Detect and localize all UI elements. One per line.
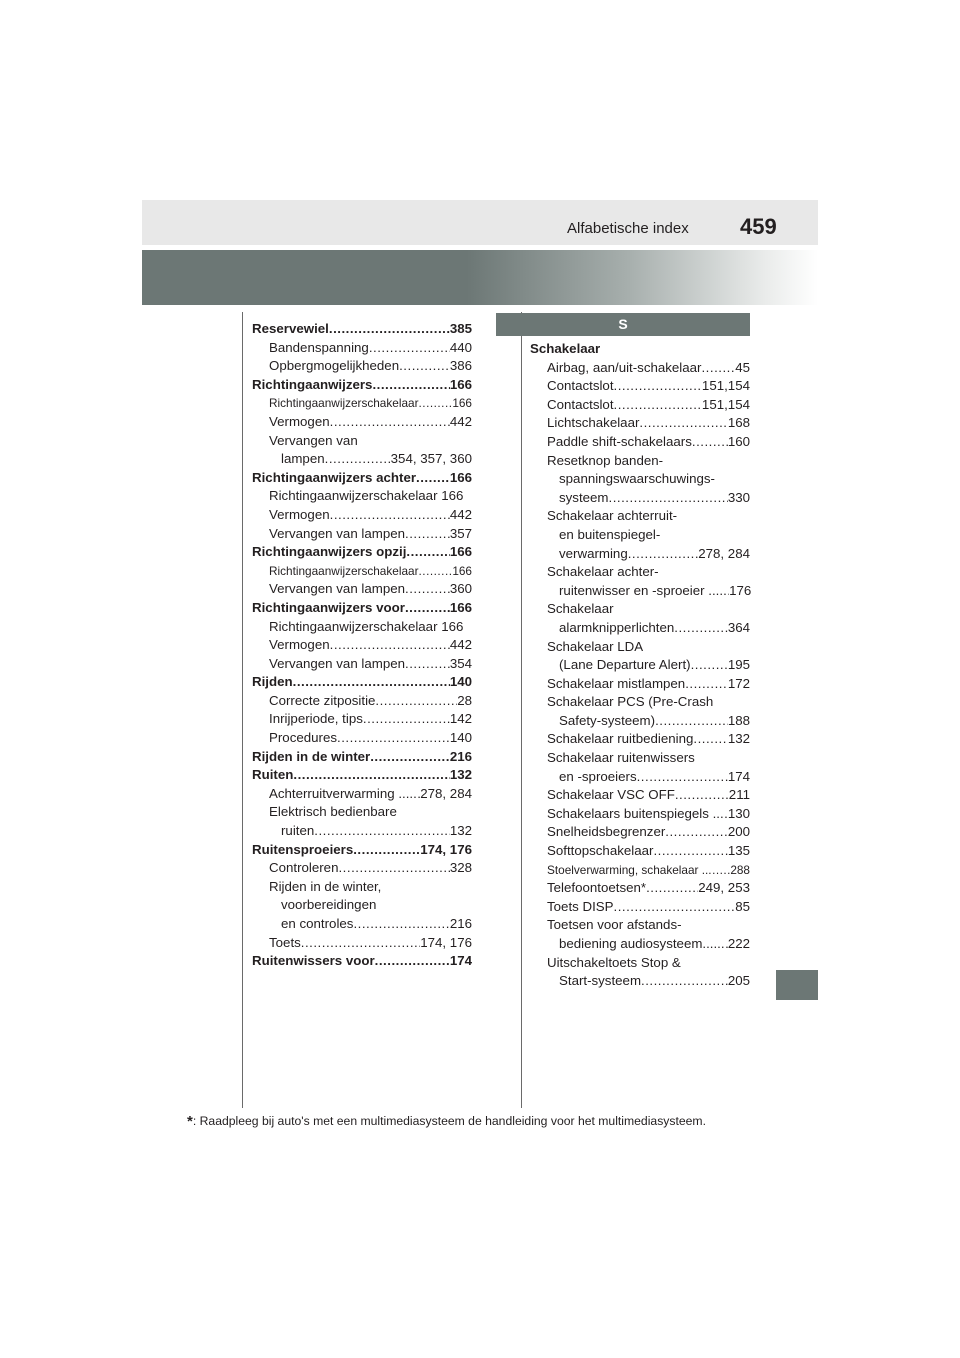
index-entry-page: 174, 176 xyxy=(420,934,472,950)
index-entry xyxy=(252,357,472,376)
index-entry xyxy=(252,394,472,413)
index-entry-page: 278, 284 xyxy=(420,785,472,801)
index-entry xyxy=(252,748,472,767)
index-entry-page: 142 xyxy=(449,711,472,727)
index-entry-page: 132 xyxy=(449,823,472,839)
index-entry-leader xyxy=(370,748,450,767)
index-entry-leader xyxy=(405,525,450,544)
index-entry-leader xyxy=(293,673,450,692)
index-entry-term: spanningswaarschuwings- xyxy=(559,471,715,487)
footnote-text: : Raadpleeg bij auto's met een multimediasysteem de handleiding voor het multimediasysteem. xyxy=(192,1114,706,1128)
index-entry xyxy=(252,599,472,618)
index-entry-page: 354, 357, 360 xyxy=(390,451,472,467)
index-entry-term: Stoelverwarming, schakelaar .. xyxy=(547,862,709,877)
index-entry-leader xyxy=(338,859,449,878)
index-entry-page: 364 xyxy=(727,619,750,635)
index-entry xyxy=(530,879,750,898)
index-entry-term: Rijden in de winter, xyxy=(269,878,382,894)
index-entry xyxy=(530,842,750,861)
section-title: Alfabetische index xyxy=(567,220,689,237)
index-entry-leader xyxy=(685,675,728,694)
index-entry xyxy=(530,452,750,471)
index-entry-term: Rijden xyxy=(252,674,293,690)
index-entry-leader xyxy=(406,543,449,562)
index-entry-term: Telefoontoetsen* xyxy=(547,880,647,896)
index-entry-term: Lichtschakelaar xyxy=(547,415,640,431)
index-entry-page: 330 xyxy=(727,489,750,505)
index-entry xyxy=(530,414,750,433)
index-entry-term: Procedures xyxy=(269,730,337,746)
index-entry-leader xyxy=(399,357,450,376)
index-entry-term: Schakelaar xyxy=(530,341,601,356)
index-entry xyxy=(530,693,750,712)
column-divider-left xyxy=(242,312,243,1108)
index-entry-term: Softtopschakelaar xyxy=(547,843,654,859)
index-entry xyxy=(530,675,750,694)
index-entry-leader xyxy=(692,433,728,452)
index-entry xyxy=(530,749,750,768)
index-entry-page: 168 xyxy=(727,415,750,431)
index-entry xyxy=(252,859,472,878)
index-entry xyxy=(252,580,472,599)
index-entry-term: Uitschakeltoets Stop & xyxy=(547,954,681,970)
index-entry-page: 249, 253 xyxy=(698,880,750,896)
index-entry-term: Schakelaar achterruit- xyxy=(547,508,678,524)
index-entry-leader xyxy=(301,934,420,953)
index-entry xyxy=(530,600,750,619)
index-entry-leader xyxy=(693,730,727,749)
index-entry-term: verwarming xyxy=(559,545,628,561)
index-entry xyxy=(530,545,750,564)
index-entry-page: 85 xyxy=(735,898,750,914)
index-entry-leader xyxy=(674,619,728,638)
index-entry-page: 195 xyxy=(727,657,750,673)
index-entry-page: 166 xyxy=(449,469,472,485)
index-entry-page: 442 xyxy=(449,637,472,653)
index-entry xyxy=(530,656,750,675)
index-entry-page: 166 xyxy=(449,599,472,615)
index-entry xyxy=(252,729,472,748)
index-entry-leader xyxy=(655,712,728,731)
index-entry-leader xyxy=(419,562,453,581)
index-entry-page: 288 xyxy=(730,862,750,877)
index-entry-page: 140 xyxy=(449,730,472,746)
index-entry-page: 174 xyxy=(449,953,472,969)
index-entry-leader xyxy=(353,915,449,934)
index-entry-term: Ruitensproeiers xyxy=(252,841,354,857)
index-entry-leader xyxy=(628,545,699,564)
index-entry xyxy=(252,785,472,804)
index-entry-leader xyxy=(614,396,702,415)
index-entry-term: Schakelaars buitenspiegels .. xyxy=(547,805,720,821)
index-entry-leader xyxy=(675,786,729,805)
index-entry xyxy=(252,413,472,432)
index-entry-leader xyxy=(609,489,728,508)
index-entry-leader xyxy=(372,376,449,395)
index-entry xyxy=(530,805,750,824)
index-entry xyxy=(530,582,750,601)
index-entry-term: Start-systeem xyxy=(559,973,642,989)
index-entry-term: Elektrisch bedienbare xyxy=(269,804,397,820)
index-entry-term: Rijden in de winter xyxy=(252,748,371,764)
index-entry xyxy=(252,636,472,655)
index-entry-term: Schakelaar ruitenwissers xyxy=(547,750,695,766)
index-entry-term: Resetknop banden- xyxy=(547,452,664,468)
index-entry xyxy=(530,396,750,415)
index-entry xyxy=(530,823,750,842)
index-entry xyxy=(252,562,472,581)
index-entry-leader xyxy=(405,655,450,674)
index-entry-term: Snelheidsbegrenzer xyxy=(547,824,666,840)
index-entry xyxy=(252,878,472,897)
index-entry-leader xyxy=(614,377,702,396)
index-entry-term: Correcte zitpositie xyxy=(269,692,376,708)
index-entry-leader xyxy=(337,729,450,748)
index-entry-term: en buitenspiegel- xyxy=(559,526,661,542)
index-entry-leader xyxy=(330,413,450,432)
index-entry-term: Richtingaanwijzerschakelaar xyxy=(269,396,419,411)
index-entry xyxy=(252,339,472,358)
index-entry-page: 132 xyxy=(727,731,750,747)
index-entry-term: Achterruitverwarming .... xyxy=(269,785,414,801)
index-entry-term: Ruiten xyxy=(252,767,294,783)
index-entry-term: Toets xyxy=(269,934,301,950)
index-entry-leader xyxy=(405,580,450,599)
index-entry xyxy=(252,822,472,841)
index-entry-leader xyxy=(375,952,450,971)
index-entry xyxy=(530,433,750,452)
index-entry-term: Richtingaanwijzers voor xyxy=(252,599,405,615)
index-entry xyxy=(530,340,750,359)
index-entry xyxy=(530,730,750,749)
index-entry-page: 140 xyxy=(449,674,472,690)
index-entry-term: Vermogen xyxy=(269,506,330,522)
index-entry-leader xyxy=(413,785,420,804)
index-entry-page: 166 xyxy=(452,396,472,411)
index-entry xyxy=(530,563,750,582)
index-entry-term: Richtingaanwijzers achter xyxy=(252,469,417,485)
index-entry xyxy=(252,618,472,637)
index-entry-leader xyxy=(641,972,728,991)
index-entry-term: Richtingaanwijzerschakelaar 166 xyxy=(269,618,464,634)
index-entry-term: lampen xyxy=(281,451,325,467)
index-entry xyxy=(252,710,472,729)
index-entry-term: ruitenwisser en -sproeier .... xyxy=(559,582,724,598)
index-entry xyxy=(252,432,472,451)
index-entry-term: Schakelaar VSC OFF xyxy=(547,787,675,803)
index-entry-term: Reservewiel xyxy=(252,321,329,336)
index-entry-leader xyxy=(363,710,450,729)
index-entry-leader xyxy=(665,823,728,842)
index-entry xyxy=(252,525,472,544)
index-entry-page: 222 xyxy=(727,936,750,951)
index-entry-term: Schakelaar ruitbediening xyxy=(547,731,694,747)
index-entry-page: 135 xyxy=(727,843,750,859)
index-entry-page: 151,154 xyxy=(701,396,750,412)
index-entry xyxy=(252,543,472,562)
index-entry-page: 216 xyxy=(449,916,472,931)
index-entry-page: 174, 176 xyxy=(420,841,472,857)
index-entry-term: Ruitenwissers voor xyxy=(252,953,375,969)
index-entry-leader xyxy=(708,861,730,880)
index-entry-leader xyxy=(369,339,450,358)
index-entry-term: Contactslot xyxy=(547,396,614,412)
index-entry xyxy=(252,841,472,860)
index-entry-page: 354 xyxy=(449,655,472,671)
index-entry-leader xyxy=(353,841,420,860)
index-entry-page: 166 xyxy=(452,563,472,578)
index-entry-term: Toets DISP xyxy=(547,898,614,914)
index-entry-term: Schakelaar mistlampen xyxy=(547,675,686,691)
index-entry-term: Schakelaar xyxy=(547,601,614,617)
index-entry-term: Vervangen van lampen xyxy=(269,525,406,541)
index-entry xyxy=(530,507,750,526)
index-entry xyxy=(252,469,472,488)
page-number: 459 xyxy=(740,214,777,239)
index-entry-term: Paddle shift-schakelaars xyxy=(547,433,692,449)
section-letter: S xyxy=(618,316,628,332)
index-entry xyxy=(252,803,472,822)
index-entry-leader xyxy=(614,898,736,917)
index-entry-term: Vervangen van lampen xyxy=(269,581,406,597)
index-entry xyxy=(530,712,750,731)
index-entry-page: 216 xyxy=(449,748,472,764)
index-entry-leader xyxy=(721,935,728,954)
index-entry xyxy=(252,692,472,711)
index-entry-page: 130 xyxy=(727,805,750,821)
index-entry-page: 151,154 xyxy=(701,378,750,394)
index-entry-page: 28 xyxy=(457,692,472,708)
index-entry xyxy=(530,638,750,657)
index-entry-term: Schakelaar PCS (Pre-Crash xyxy=(547,694,714,710)
index-entry-leader xyxy=(330,636,450,655)
index-entry-leader xyxy=(639,414,727,433)
index-entry xyxy=(530,768,750,787)
index-entry xyxy=(252,766,472,785)
index-entry-leader xyxy=(314,822,450,841)
section-letter-bar xyxy=(496,313,750,336)
index-entry xyxy=(252,934,472,953)
index-entry-term: (Lane Departure Alert) xyxy=(559,657,691,673)
index-entry-leader xyxy=(646,879,698,898)
index-entry-term: Toetsen voor afstands- xyxy=(547,917,682,933)
index-entry-term: Vermogen xyxy=(269,413,330,429)
index-entry xyxy=(530,359,750,378)
index-entry xyxy=(252,450,472,469)
index-entry-page: 166 xyxy=(449,544,472,560)
index-entry-term: en controles xyxy=(281,916,354,931)
index-entry xyxy=(530,619,750,638)
index-entry-leader xyxy=(637,768,728,787)
index-entry-term: Richtingaanwijzerschakelaar xyxy=(269,563,419,578)
index-entry-page: 357 xyxy=(449,525,472,541)
index-entry-term: Bandenspanning xyxy=(269,339,369,355)
index-entry-page: 188 xyxy=(727,712,750,728)
index-entry-term: Controleren xyxy=(269,860,339,876)
index-entry-term: Richtingaanwijzers opzij xyxy=(252,544,407,560)
index-entry-leader xyxy=(691,656,728,675)
index-entry-page: 205 xyxy=(727,973,750,989)
index-entry-page: 45 xyxy=(735,359,750,375)
index-entry xyxy=(530,916,750,935)
index-entry xyxy=(252,952,472,971)
index-entry-term: en -sproeiers xyxy=(559,768,637,784)
index-entry-term: alarmknipperlichten xyxy=(559,619,675,635)
index-entry-leader xyxy=(653,842,727,861)
index-entry-term: Airbag, aan/uit-schakelaar xyxy=(547,359,702,375)
index-entry-page: 176 xyxy=(729,582,752,598)
index-entry xyxy=(530,377,750,396)
index-entry-term: Contactslot xyxy=(547,378,614,394)
index-column-left xyxy=(252,320,472,971)
index-entry xyxy=(530,470,750,489)
index-entry-term: systeem xyxy=(559,489,609,505)
index-entry-term: Vervangen van xyxy=(269,432,358,448)
index-entry-page: 200 xyxy=(727,824,750,840)
index-entry xyxy=(252,487,472,506)
index-entry xyxy=(252,896,472,915)
index-entry xyxy=(530,786,750,805)
index-entry-page: 386 xyxy=(449,358,472,374)
index-entry xyxy=(252,376,472,395)
index-entry-term: Schakelaar achter- xyxy=(547,564,659,580)
index-entry-term: Opbergmogelijkheden xyxy=(269,358,400,374)
index-entry-term: voorbereidingen xyxy=(281,897,377,913)
index-entry-page: 385 xyxy=(449,321,472,336)
index-entry-leader xyxy=(701,359,735,378)
index-entry xyxy=(530,935,750,954)
index-entry-page: 442 xyxy=(449,413,472,429)
column-divider-middle xyxy=(521,312,522,1108)
index-entry-leader xyxy=(405,599,450,618)
index-entry-page: 211 xyxy=(728,787,750,803)
index-entry-leader xyxy=(293,766,449,785)
index-entry xyxy=(252,915,472,934)
index-entry-term: Vervangen van lampen xyxy=(269,655,406,671)
index-entry-leader xyxy=(330,506,450,525)
index-entry-page: 172 xyxy=(727,675,750,691)
footnote xyxy=(187,1113,767,1130)
index-entry-page: 278, 284 xyxy=(698,545,750,561)
index-entry xyxy=(252,506,472,525)
index-entry-leader xyxy=(720,805,728,824)
header-bar xyxy=(142,200,818,245)
chapter-side-tab xyxy=(776,970,818,1000)
index-entry-leader xyxy=(329,320,450,339)
index-entry xyxy=(530,954,750,973)
index-entry-term: Safety-systeem) xyxy=(559,712,656,728)
index-entry xyxy=(252,673,472,692)
index-entry xyxy=(530,861,750,880)
index-entry xyxy=(252,655,472,674)
index-entry-page: 360 xyxy=(449,581,472,597)
index-entry xyxy=(530,898,750,917)
index-entry-page: 440 xyxy=(449,339,472,355)
index-entry xyxy=(530,489,750,508)
index-entry-leader xyxy=(419,394,453,413)
index-entry-term: bediening audiosysteem..... xyxy=(559,936,721,951)
header-gradient-band xyxy=(142,250,818,305)
index-entry-term: Inrijperiode, tips xyxy=(269,711,363,727)
index-entry-page: 166 xyxy=(449,376,472,392)
index-entry-leader xyxy=(325,450,391,469)
index-entry xyxy=(530,972,750,991)
index-entry-term: Schakelaar LDA xyxy=(547,638,644,654)
footnote-marker: * xyxy=(187,1113,193,1130)
index-entry-page: 174 xyxy=(727,768,750,784)
index-entry-term: Richtingaanwijzers xyxy=(252,376,373,392)
index-entry-leader xyxy=(375,692,457,711)
index-entry-leader xyxy=(416,469,450,488)
index-entry-page: 442 xyxy=(449,506,472,522)
index-entry xyxy=(252,320,472,339)
index-entry-page: 132 xyxy=(449,767,472,783)
index-entry-page: 160 xyxy=(727,433,750,449)
index-entry-term: Vermogen xyxy=(269,637,330,653)
index-column-right xyxy=(530,340,750,991)
index-entry-term: ruiten xyxy=(281,823,315,839)
index-entry xyxy=(530,526,750,545)
index-entry-page: 328 xyxy=(449,860,472,876)
index-entry-term: Richtingaanwijzerschakelaar 166 xyxy=(269,488,464,504)
